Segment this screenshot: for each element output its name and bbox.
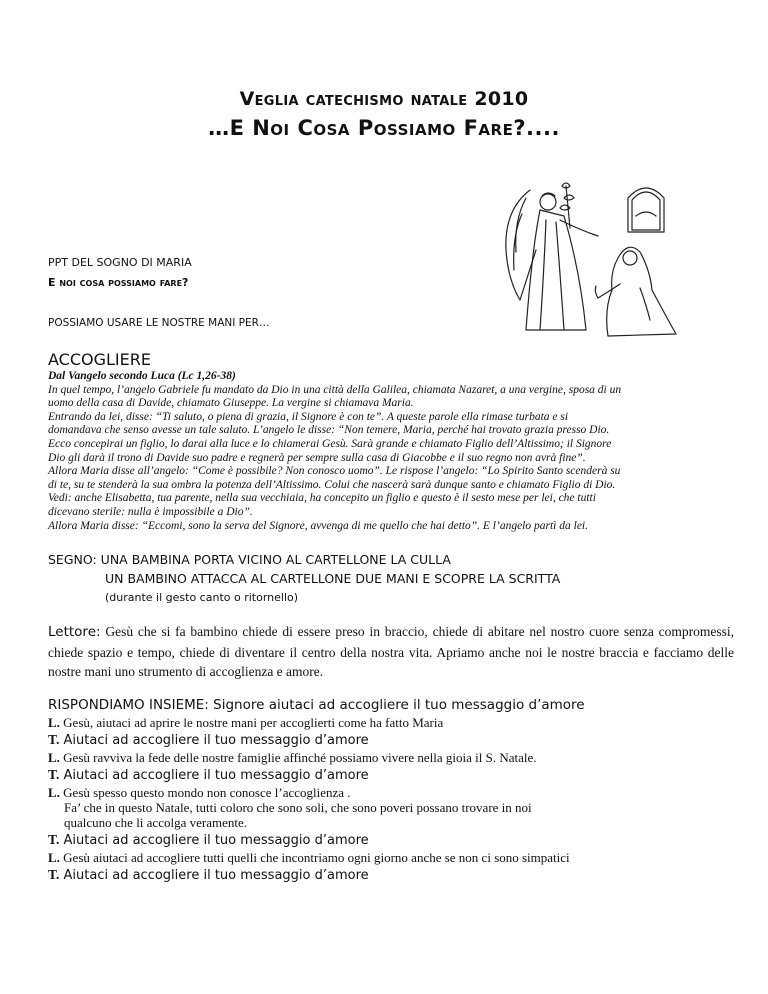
gospel-line: Entrando da lei, disse: “Ti saluto, o piena di grazia, il Signore è con te”. A queste parole ella rimase turbata e si	[48, 410, 569, 423]
ppt-title: PPT DEL SOGNO DI MARIA	[48, 256, 192, 269]
people-prefix: T.	[48, 867, 60, 882]
reader-paragraph	[48, 622, 734, 682]
leader-prefix: L.	[48, 750, 60, 765]
leader-prefix: L.	[48, 850, 60, 865]
gospel-line: Dio gli darà il trono di Davide suo padre e regnerà per sempre sulla casa di Giacobbe e il suo regno non avrà fine”.	[48, 451, 586, 464]
people-prefix: T.	[48, 732, 60, 747]
reader-text: Gesù che si fa bambino chiede di essere preso in braccio, chiede di abitare nel nostro cuore senza compromessi, chiede spazio e tempo, chiede di diventare il centro della nostra vita. Apriamo anche noi le nostre braccia e facciamo delle nostre mani uno strumento di accoglienza e amore.	[48, 624, 735, 679]
annunciation-illustration	[500, 180, 700, 338]
gospel-line: Allora Maria disse: “Eccomi, sono la serva del Signore, avvenga di me quello che hai detto”. E l’angelo partì da lei.	[48, 519, 588, 532]
document-subtitle: …E Noi Cosa Possiamo Fare?....	[208, 116, 560, 140]
reader-label: Lettore:	[48, 624, 101, 640]
leader-text: Gesù ravviva la fede delle nostre famiglie affinché possiamo vivere nella gioia il S. Natale.	[63, 750, 537, 765]
gospel-heading: Dal Vangelo secondo Luca (Lc 1,26-38)	[48, 370, 236, 382]
people-response	[48, 830, 748, 850]
people-prefix: T.	[48, 832, 60, 847]
section-title: ACCOGLIERE	[48, 350, 151, 369]
leader-prefix: L.	[48, 785, 60, 800]
people-response	[48, 765, 748, 785]
gospel-line: Vedi: anche Elisabetta, tua parente, nella sua vecchiaia, ha concepito un figlio e questo è il sesto mese per lei, che tutti	[48, 492, 596, 505]
leader-line	[48, 715, 748, 730]
leader-text: Gesù spesso questo mondo non conosce l’accoglienza .	[63, 785, 351, 800]
people-text: Aiutaci ad accogliere il tuo messaggio d’amore	[63, 833, 369, 848]
gospel-line: domandava che senso avesse un tale saluto. L’angelo le disse: “Non temere, Maria, perché hai trovato grazia presso Dio.	[48, 424, 610, 437]
people-response	[48, 730, 748, 750]
people-text: Aiutaci ad accogliere il tuo messaggio d’amore	[63, 733, 369, 748]
document-title: Veglia catechismo natale 2010	[239, 88, 529, 110]
gospel-line: Ecco concepirai un figlio, lo darai alla luce e lo chiamerai Gesù. Sarà grande e chiamato Figlio dell’Altissimo; il Signore	[48, 437, 612, 450]
responsorial-title: RISPONDIAMO INSIEME:	[48, 697, 209, 713]
responsorial-prayer	[48, 696, 748, 885]
gospel-line: di te, su te stenderà la sua ombra la potenza dell’Altissimo. Colui che nascerà sarà dunque santo e chiamato Figlio di Dio.	[48, 478, 616, 491]
ppt-question: E noi cosa possiamo fare?	[48, 276, 189, 289]
ppt-hands-intro: POSSIAMO USARE LE NOSTRE MANI PER…	[48, 317, 270, 329]
sign-note: (durante il gesto canto o ritornello)	[105, 591, 299, 604]
gospel-reading	[48, 370, 738, 533]
leader-line	[48, 785, 748, 800]
people-text: Aiutaci ad accogliere il tuo messaggio d’amore	[63, 768, 369, 783]
people-prefix: T.	[48, 767, 60, 782]
gospel-line: uomo della casa di Davide, chiamato Giuseppe. La vergine si chiamava Maria.	[48, 397, 414, 410]
leader-line	[48, 850, 748, 865]
leader-line-continued: qualcuno che li accolga veramente.	[64, 815, 247, 830]
responsorial-heading	[48, 696, 748, 715]
gospel-line: In quel tempo, l’angelo Gabriele fu mandato da Dio in una città della Galilea, chiamata Nazaret, a una vergine, sposa di un	[48, 383, 622, 396]
leader-line	[48, 750, 748, 765]
gospel-line: dicevano sterile: nulla è impossibile a Dio”.	[48, 505, 253, 518]
people-text: Aiutaci ad accogliere il tuo messaggio d’amore	[63, 868, 369, 883]
sign-block	[48, 550, 560, 607]
leader-text: Gesù aiutaci ad accogliere tutti quelli che incontriamo ogni giorno anche se non ci sono simpatici	[63, 850, 570, 865]
responsorial-refrain: Signore aiutaci ad accogliere il tuo messaggio d’amore	[213, 697, 585, 713]
leader-text: Gesù, aiutaci ad aprire le nostre mani per accoglierti come ha fatto Maria	[63, 715, 444, 730]
gospel-line: Allora Maria disse all’angelo: “Come è possibile? Non conosco uomo”. Le rispose l’angelo: “Lo Spirito Santo scenderà su	[48, 465, 621, 478]
leader-line-continued: Fa’ che in questo Natale, tutti coloro che sono soli, che sono poveri possano trovare in noi	[64, 800, 532, 815]
sign-line: UN BAMBINO ATTACCA AL CARTELLONE DUE MANI E SCOPRE LA SCRITTA	[105, 571, 561, 586]
people-response	[48, 865, 748, 885]
sign-line: SEGNO: UNA BAMBINA PORTA VICINO AL CARTELLONE LA CULLA	[48, 552, 451, 567]
leader-prefix: L.	[48, 715, 60, 730]
